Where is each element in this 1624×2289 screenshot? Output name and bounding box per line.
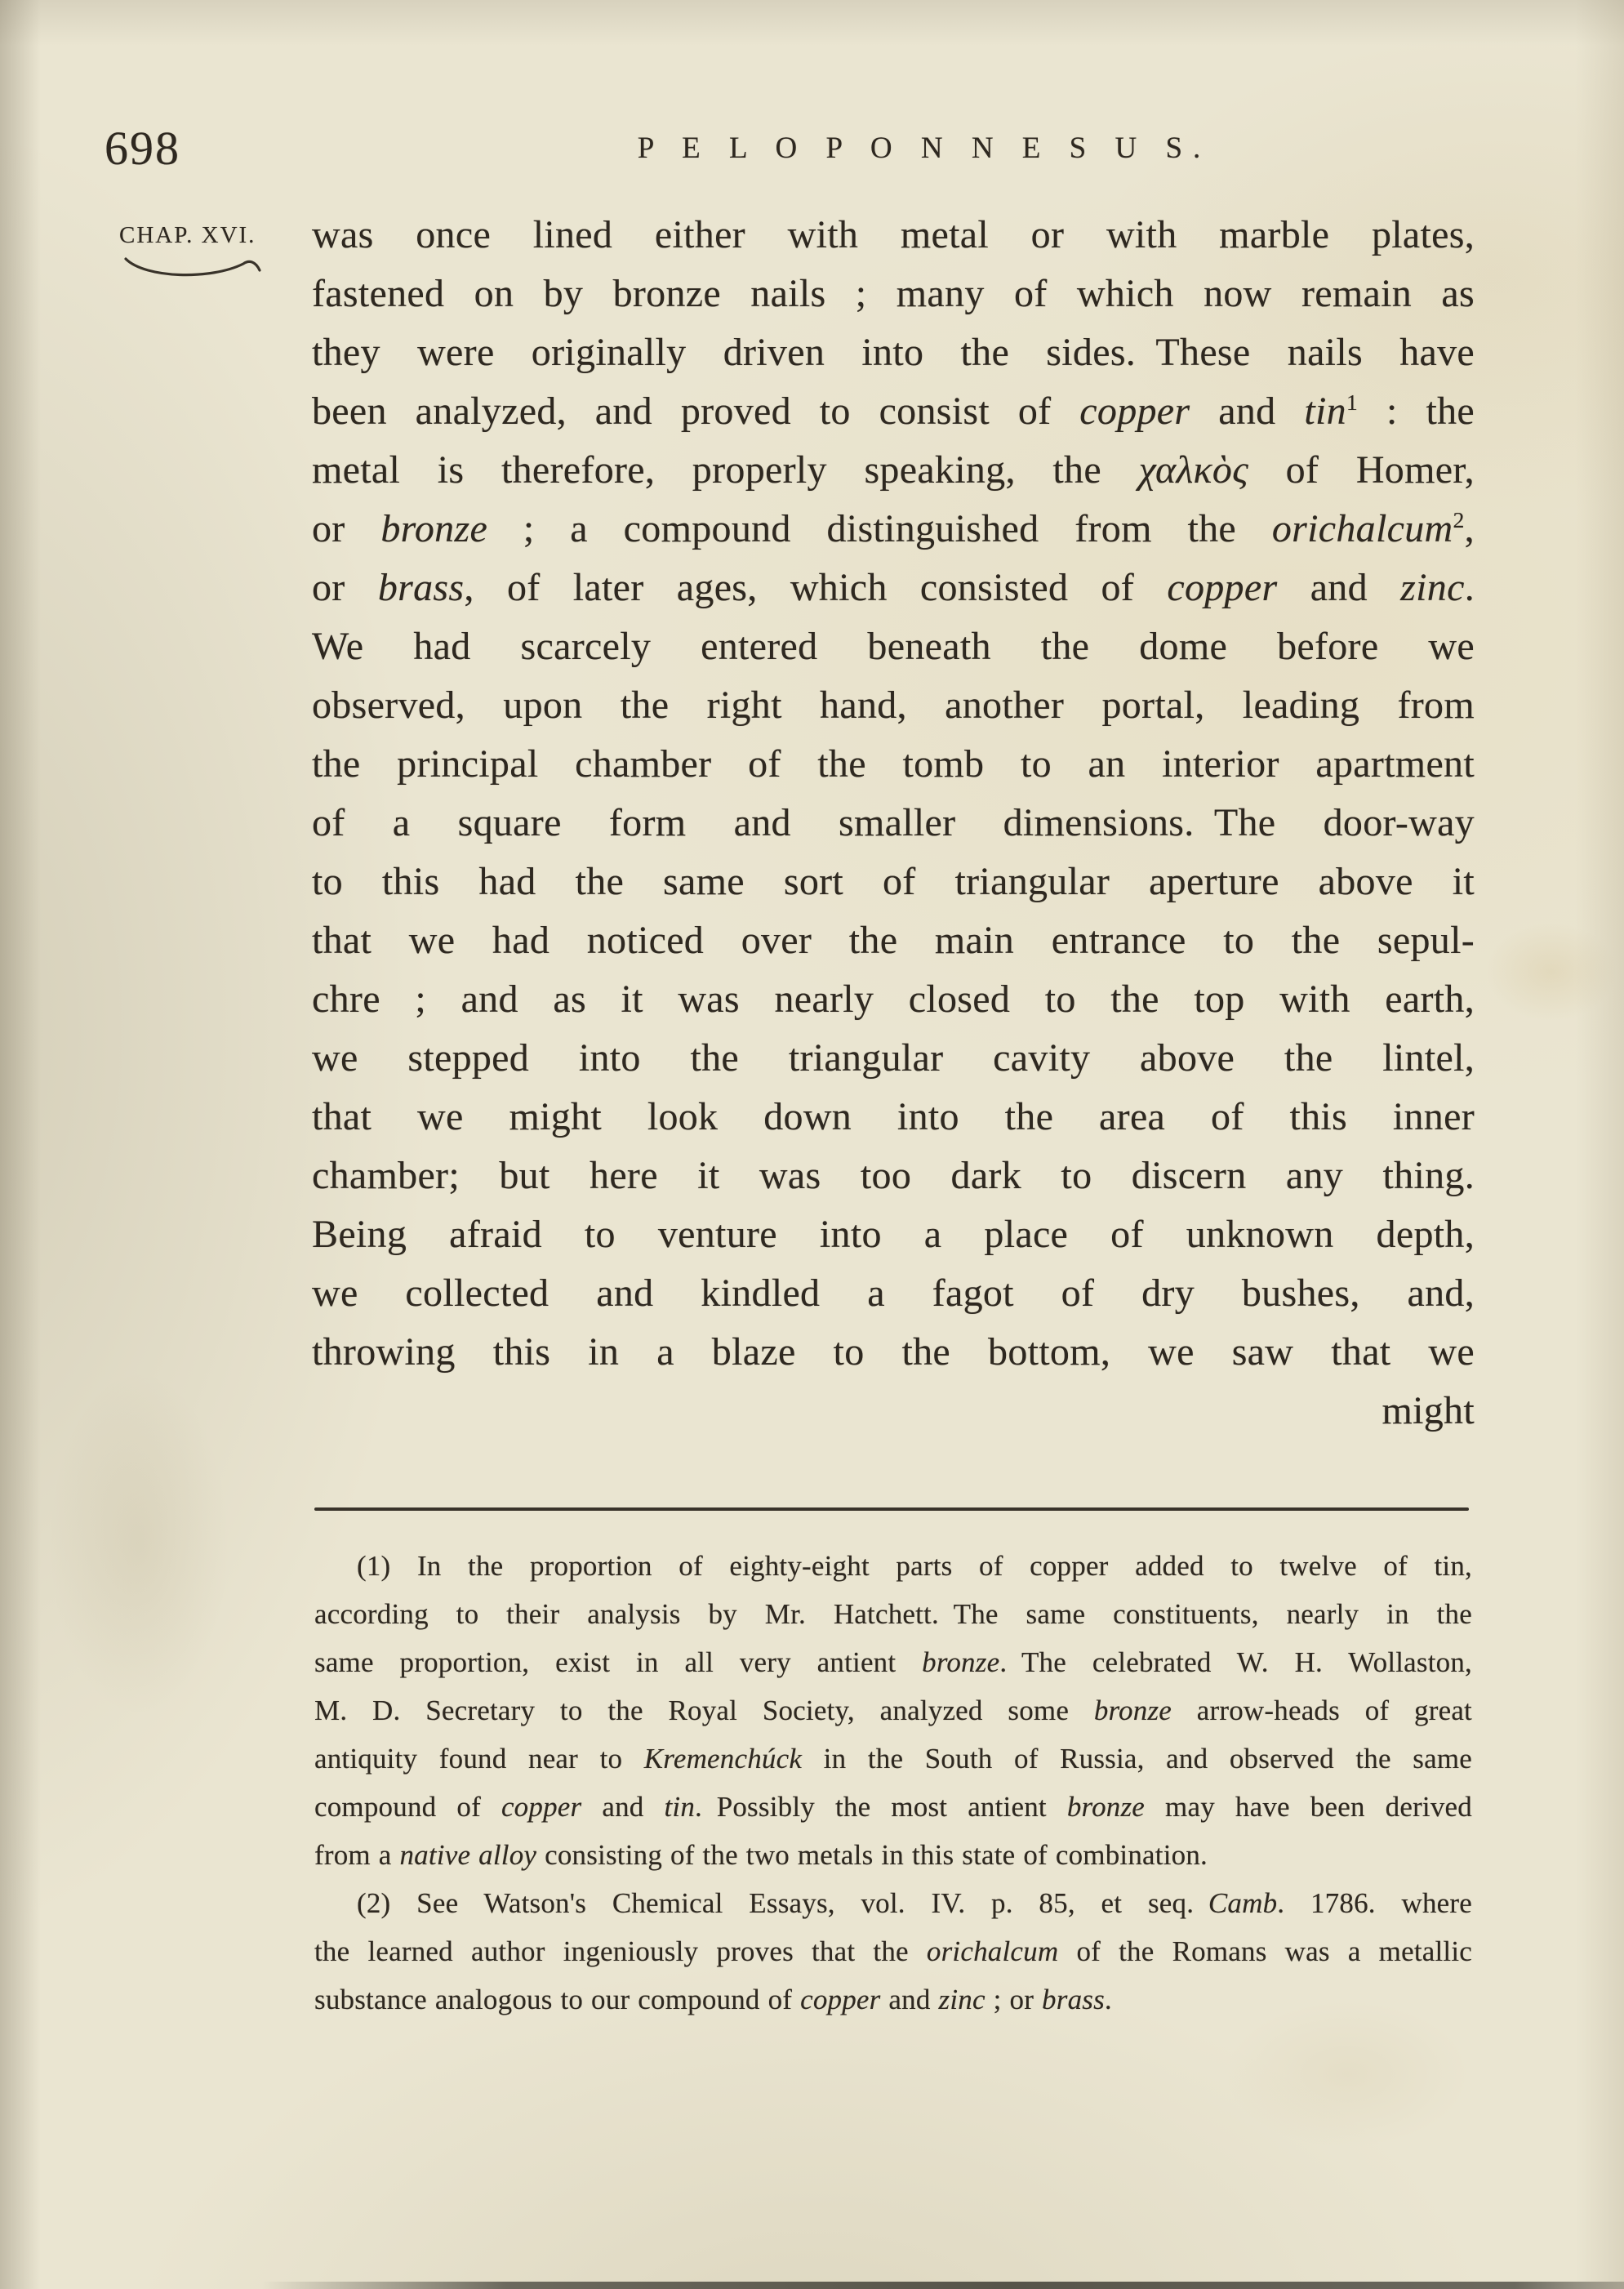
text-line: the principal chamber of the tomb to an interior apartment (312, 742, 1475, 786)
text-line: (1) In the proportion of eighty-eight parts of copper added to twelve of tin, (357, 1550, 1472, 1582)
text-line: or brass, of later ages, which consisted of copper and zinc. (312, 566, 1475, 609)
text-line: chamber; but here it was too dark to discern any thing. (312, 1154, 1475, 1197)
text-line: we collected and kindled a fagot of dry bushes, and, (312, 1271, 1475, 1315)
footnote-rule (314, 1507, 1469, 1511)
text-line: that we might look down into the area of this inner (312, 1095, 1475, 1138)
chapter-flourish-icon (121, 254, 268, 283)
footnote-2 (314, 1879, 1472, 2024)
text-line: according to their analysis by Mr. Hatchett. The same constituents, nearly in the (314, 1598, 1472, 1630)
footnote-1 (314, 1542, 1472, 1879)
body-text (312, 206, 1475, 1441)
running-head: P E L O P O N N E S U S. (637, 131, 1212, 165)
text-line: of a square form and smaller dimensions. The door-way (312, 801, 1475, 844)
text-line: the learned author ingeniously proves that the orichalcum of the Romans was a metallic (314, 1935, 1472, 1967)
page-number: 698 (105, 122, 180, 175)
paper-stain (1486, 923, 1617, 1021)
text-line: or bronze ; a compound distinguished from the orichalcum$^2$, (312, 507, 1475, 550)
chapter-note (119, 222, 291, 283)
text-line: M. D. Secretary to the Royal Society, analyzed some bronze arrow-heads of great (314, 1694, 1472, 1726)
text-line: We had scarcely entered beneath the dome before we (312, 625, 1475, 668)
text-line: they were originally driven into the sides. These nails have (312, 331, 1475, 374)
text-line: fastened on by bronze nails ; many of which now remain as (312, 272, 1475, 315)
text-line: substance analogous to our compound of copper and zinc ; or brass. (314, 1984, 1112, 2015)
text-line: (2) See Watson's Chemical Essays, vol. IV. p. 85, et seq. Camb. 1786. where (357, 1887, 1472, 1919)
text-line: that we had noticed over the main entrance to the sepul- (312, 919, 1475, 962)
text-line: compound of copper and tin. Possibly the most antient bronze may have been derived (314, 1791, 1472, 1823)
text-line: from a native alloy consisting of the two metals in this state of combination. (314, 1839, 1208, 1871)
text-line: throwing this in a blaze to the bottom, we saw that we (312, 1330, 1475, 1374)
text-line: antiquity found near to Kremenchúck in the South of Russia, and observed the same (314, 1743, 1472, 1775)
text-line: Being afraid to venture into a place of unknown depth, (312, 1213, 1475, 1256)
text-line: metal is therefore, properly speaking, the χαλκὸς of Homer, (312, 448, 1475, 492)
text-line: been analyzed, and proved to consist of copper and tin$^1$ : the (312, 390, 1475, 433)
text-line: same proportion, exist in all very antient bronze. The celebrated W. H. Wollaston, (314, 1646, 1473, 1678)
scan-bottom-edge (261, 2282, 1624, 2289)
text-line: might (1382, 1389, 1475, 1432)
text-line: observed, upon the right hand, another portal, leading from (312, 684, 1475, 727)
text-line: we stepped into the triangular cavity above the lintel, (312, 1036, 1475, 1080)
paper-stain (49, 1372, 229, 1715)
text-line: chre ; and as it was nearly closed to the top with earth, (312, 978, 1475, 1021)
footnotes (314, 1542, 1472, 2024)
chapter-label: CHAP. XVI. (119, 222, 256, 248)
text-line: was once lined either with metal or with marble plates, (312, 213, 1475, 256)
text-line: to this had the same sort of triangular aperture above it (312, 860, 1475, 903)
